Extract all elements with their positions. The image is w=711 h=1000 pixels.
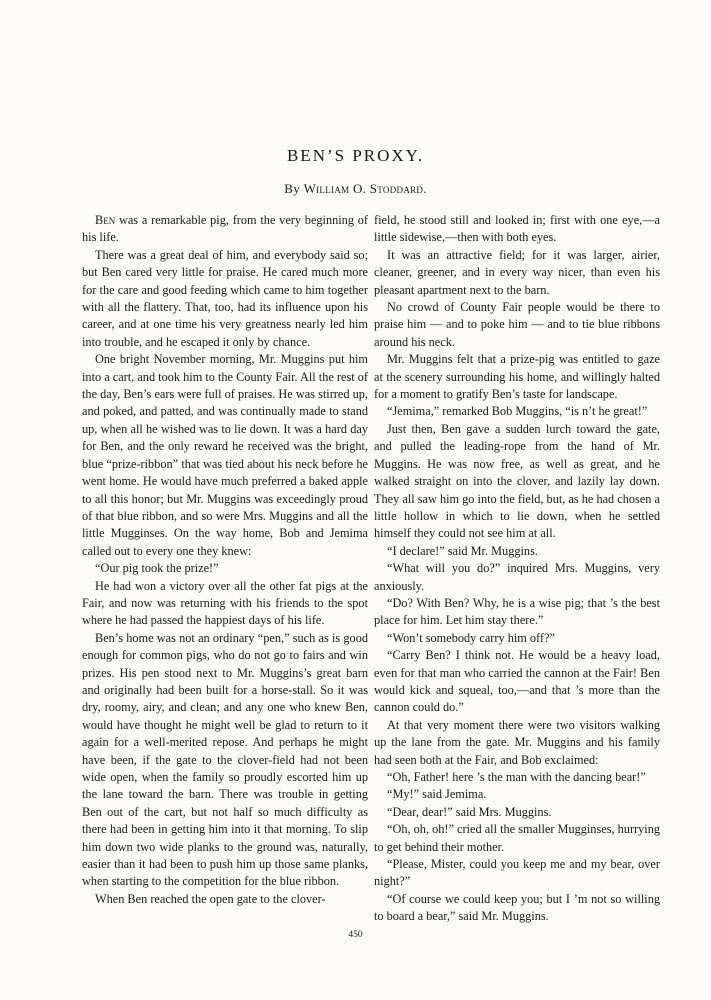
byline-prefix: By bbox=[284, 181, 300, 196]
paragraph bbox=[82, 351, 368, 560]
paragraph-text: “My!” said Jemima. bbox=[387, 787, 487, 802]
right-column bbox=[374, 212, 660, 926]
paragraph bbox=[374, 891, 660, 926]
paragraph bbox=[374, 421, 660, 543]
page-number: 450 bbox=[348, 930, 363, 940]
paragraph bbox=[374, 786, 660, 803]
paragraph-text: “Oh, Father! here ’s the man with the dancing bear!” bbox=[387, 770, 646, 784]
paragraph bbox=[374, 804, 660, 821]
paragraph bbox=[374, 821, 660, 856]
paragraph bbox=[82, 560, 368, 577]
paragraph bbox=[374, 630, 660, 647]
paragraph-text: He had won a victory over all the other fat pigs at the Fair, and now was returning with his friends to the spot where he had passed the happiest days of his life. bbox=[82, 578, 368, 628]
paragraph-text: “Dear, dear!” said Mrs. Muggins. bbox=[387, 804, 552, 819]
paragraph-text: Just then, Ben gave a sudden lurch toward the gate, and pulled the leading-rope from the hand of Mr. Muggins. He was now free, as well as great, and he walked straight on into the clover, and lazily lay down. They all saw him go into the field, but, as he had chosen a little hollow in which to lie down, when he settled himself they could not see him at all. bbox=[374, 421, 660, 541]
paragraph-text: “I declare!” said Mr. Muggins. bbox=[387, 543, 538, 558]
paragraph-text: “Do? With Ben? Why, he is a wise pig; that ’s the best place for him. Let him stay there.” bbox=[374, 595, 660, 628]
paragraph-text: It was an attractive field; for it was larger, airier, cleaner, greener, and in every way nicer, than even his pleasant apartment next to the barn. bbox=[374, 247, 660, 297]
paragraph-text: field, he stood still and looked in; first with one eye,—a little sidewise,—then with both eyes. bbox=[374, 213, 660, 245]
paragraph bbox=[374, 247, 660, 299]
paragraph bbox=[82, 630, 368, 891]
paragraph bbox=[374, 543, 660, 560]
paragraph bbox=[374, 560, 660, 595]
paragraph-text: “What will you do?” inquired Mrs. Muggins, very anxiously. bbox=[374, 561, 660, 593]
paragraph-text: One bright November morning, Mr. Muggins put him into a cart, and took him to the County Fair. All the rest of the day, Ben’s ears were full of praises. He was stirred up, and poked, and patted, and was continually made to stand up, when all he wished was to lie down. It was a hard day for Ben, and the only reward he received was the bright, blue “prize-ribbon” that was tied about his neck before he went home. He would have much preferred a baked apple to all this honor; but Mr. Muggins was exceedingly proud of that blue ribbon, and so were Mrs. Muggins and all the little Mugginses. On the way home, Bob and Jemima called out to every one they knew: bbox=[82, 352, 368, 558]
paragraph-text: When Ben reached the open gate to the clover- bbox=[95, 891, 326, 906]
paragraph-text: “Carry Ben? I think not. He would be a heavy load, even for that man who carried the cannon at the Fair! Ben would kick and squeal, too,—and that ’s more than the cannon could do.” bbox=[374, 648, 660, 715]
paragraph-text: At that very moment there were two visitors walking up the lane from the gate. Mr. Muggins and his family had seen both at the Fair, and Bob exclaimed: bbox=[374, 717, 660, 767]
paragraph bbox=[82, 578, 368, 630]
paragraph-text: “Jemima,” remarked Bob Muggins, “is n’t he great!” bbox=[387, 404, 648, 419]
paragraph-text: “Our pig took the prize!” bbox=[95, 561, 219, 576]
paragraph-text: “Won’t somebody carry him off?” bbox=[387, 630, 555, 645]
article-title: BEN’S PROXY. bbox=[286, 146, 425, 165]
paragraph-text: No crowd of County Fair people would be there to praise him — and to poke him — and to tie blue ribbons around his neck. bbox=[374, 300, 660, 349]
byline bbox=[0, 181, 711, 197]
paragraph bbox=[374, 299, 660, 351]
paragraph bbox=[374, 769, 660, 786]
paragraph-text: Mr. Muggins felt that a prize-pig was entitled to gaze at the scenery surrounding his home, and willingly halted for a moment to gratify Ben’s taste for landscape. bbox=[374, 352, 660, 402]
paragraph-text: “Please, Mister, could you keep me and my bear, over night?” bbox=[374, 857, 660, 889]
paragraph bbox=[374, 856, 660, 891]
paragraph bbox=[374, 351, 660, 403]
paragraph-text: There was a great deal of him, and everybody said so; but Ben cared very little for praise. He cared much more for the care and good feeding which came to him together with all the flattery. That, too, had its influence upon his career, and at one time his very greatness nearly led him into trouble, and he escaped it only by chance. bbox=[82, 247, 368, 349]
paragraph-lead: Ben bbox=[95, 213, 116, 227]
paragraph bbox=[374, 403, 660, 420]
paragraph-text: “Of course we could keep you; but I ’m not so willing to board a bear,” said Mr. Muggins. bbox=[374, 891, 660, 924]
paragraph bbox=[374, 595, 660, 630]
paragraph bbox=[374, 647, 660, 717]
paragraph bbox=[374, 717, 660, 769]
author-name: William O. Stoddard. bbox=[303, 181, 427, 196]
paragraph bbox=[82, 247, 368, 351]
paragraph-text: “Oh, oh, oh!” cried all the smaller Mugginses, hurrying to get behind their mother. bbox=[374, 822, 660, 854]
paragraph bbox=[82, 891, 368, 908]
left-column bbox=[82, 212, 368, 908]
paragraph bbox=[374, 212, 660, 247]
paragraph bbox=[82, 212, 368, 247]
paragraph-text: was a remarkable pig, from the very beginning of his life. bbox=[82, 213, 368, 245]
paragraph-text: Ben’s home was not an ordinary “pen,” such as is good enough for common pigs, who do not go to fairs and win prizes. His pen stood next to Mr. Muggins’s great barn and originally had been built for a horse-stall. So it was dry, roomy, airy, and clean; and any one who knew Ben, would have thought he might well be glad to return to it again for a well-merited repose. And perhaps he might have been, if the gate to the clover-field had not been wide open, when the family so proudly escorted him up the lane toward the barn. There was trouble in getting Ben out of the cart, but not half so much difficulty as there had been in getting him into it that morning. To slip him down two wide planks to the ground was, naturally, easier than it had been to push him up those same planks, when starting to the competition for the blue ribbon. bbox=[82, 630, 368, 889]
